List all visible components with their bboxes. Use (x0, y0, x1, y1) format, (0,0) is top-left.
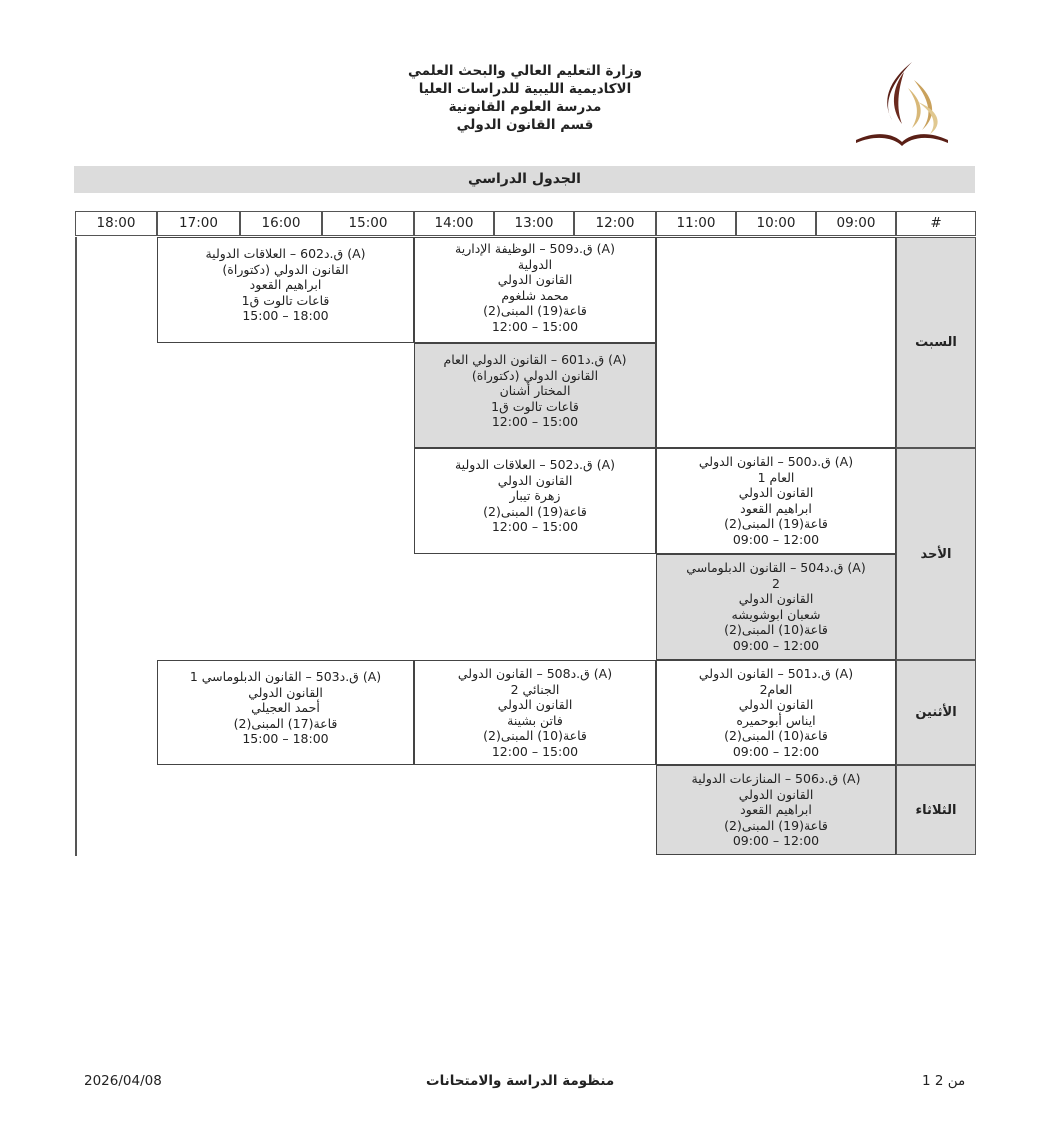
session-room: قاعة(19) المبنى(2) (724, 516, 828, 531)
session-course: (A) ق.د601 – القانون الدولي العام (443, 352, 627, 367)
session-course-cont: 2 (772, 575, 780, 591)
column-header: 11:00 (656, 211, 736, 236)
column-header: 17:00 (157, 211, 240, 236)
day-monday: الأثنين (896, 660, 976, 765)
session-room: قاعة(17) المبنى(2) (233, 715, 338, 731)
column-header: 12:00 (574, 211, 656, 236)
session-course-cont: العام2 (759, 681, 793, 697)
session-instructor: ابراهيم القعود (740, 500, 812, 516)
session-time: 15:00 – 12:00 (491, 414, 579, 429)
session-card[interactable] (157, 237, 414, 343)
session-room: قاعة(10) المبنى(2) (724, 728, 828, 743)
session-room: قاعة(19) المبنى(2) (724, 817, 828, 833)
session-instructor: شعبان ابوشويشه (731, 606, 821, 622)
system-name: منظومة الدراسة والامتحانات (426, 1073, 615, 1089)
session-course: (A) ق.د502 – العلاقات الدولية (454, 457, 616, 472)
session-card[interactable] (414, 343, 656, 448)
session-course-cont: الدولية (517, 256, 553, 272)
session-card[interactable] (414, 448, 656, 554)
session-time: 15:00 – 12:00 (491, 318, 579, 334)
session-course: (A) ق.د503 – القانون الدبلوماسي 1 (189, 669, 382, 684)
column-header: 14:00 (414, 211, 494, 236)
session-card[interactable] (414, 237, 656, 343)
session-instructor: ابراهيم القعود (740, 802, 812, 817)
session-program: القانون الدولي (497, 272, 573, 287)
session-course: (A) ق.د602 – العلاقات الدولية (205, 246, 366, 261)
session-card[interactable] (656, 554, 896, 660)
session-time: 15:00 – 12:00 (491, 519, 579, 534)
session-room: قاعة(10) المبنى(2) (483, 728, 587, 743)
session-room: قاعات تالوت ق1 (241, 292, 330, 308)
page-number: 1 من 2 (922, 1073, 966, 1089)
column-header: 09:00 (816, 211, 896, 236)
session-time: 15:00 – 12:00 (491, 743, 579, 759)
session-program: القانون الدولي (دكتوراة) (471, 367, 599, 383)
session-room: قاعة(19) المبنى(2) (483, 503, 587, 519)
session-course: (A) ق.د504 – القانون الدبلوماسي (686, 560, 866, 575)
session-course: (A) ق.د501 – القانون الدولي (698, 666, 854, 681)
session-instructor: محمد شلغوم (501, 287, 569, 303)
session-card[interactable] (157, 660, 414, 765)
session-time: 12:00 – 09:00 (732, 637, 820, 653)
session-time: 18:00 – 15:00 (242, 731, 329, 746)
session-program: القانون الدولي (248, 684, 323, 700)
session-course-cont: الجنائي 2 (510, 681, 560, 697)
day-sunday: الأحد (896, 448, 976, 660)
session-room: قاعات تالوت ق1 (491, 398, 579, 414)
column-header: 18:00 (75, 211, 157, 236)
session-instructor: زهرة تيبار (509, 488, 561, 503)
ministry-name: وزارة التعليم العالي والبحث العلمي (407, 63, 643, 79)
session-room: قاعة(19) المبنى(2) (483, 303, 587, 318)
session-program: القانون الدولي (738, 591, 814, 606)
column-header: 10:00 (736, 211, 816, 236)
schedule-grid (75, 211, 976, 856)
session-program: القانون الدولي (497, 472, 573, 488)
session-instructor: المختار أشنان (499, 383, 571, 398)
day-tuesday: الثلاثاء (896, 765, 976, 855)
academy-name: الاكاديمية الليبية للدراسات العليا (418, 81, 632, 97)
session-course: (A) ق.د508 – القانون الدولي (457, 666, 613, 681)
column-header: 13:00 (494, 211, 574, 236)
session-card[interactable] (656, 448, 896, 554)
session-program: القانون الدولي (497, 697, 573, 712)
session-time: 12:00 – 09:00 (732, 833, 820, 848)
session-card[interactable] (414, 660, 656, 765)
print-date: 2026/04/08 (84, 1073, 162, 1089)
session-time: 18:00 – 15:00 (242, 308, 329, 323)
session-course: (A) ق.د506 – المنازعات الدولية (691, 771, 861, 786)
session-course-cont: العام 1 (757, 469, 795, 485)
session-program: القانون الدولي (738, 786, 814, 802)
session-instructor: أحمد العجيلي (251, 700, 320, 715)
session-instructor: فاتن بشينة (507, 712, 563, 728)
column-header: 15:00 (322, 211, 414, 236)
column-header: # (896, 211, 976, 236)
session-time: 12:00 – 09:00 (732, 531, 820, 547)
session-program: القانون الدولي (738, 697, 814, 712)
session-course: (A) ق.د500 – القانون الدولي (698, 454, 854, 469)
school-name: مدرسة العلوم القانونية (448, 99, 602, 115)
session-room: قاعة(10) المبنى(2) (724, 622, 828, 637)
session-program: القانون الدولي (738, 485, 814, 500)
session-instructor: ابراهيم القعود (249, 277, 322, 292)
session-program: القانون الدولي (دكتوراة) (222, 261, 349, 277)
session-card[interactable] (656, 765, 896, 855)
page-header (380, 62, 670, 134)
session-course: (A) ق.د509 – الوظيفة الإدارية (455, 241, 615, 256)
session-instructor: ايناس أبوحميره (736, 712, 816, 728)
grid-left-border (75, 237, 77, 856)
page-title: الجدول الدراسي (74, 166, 975, 193)
session-time: 12:00 – 09:00 (732, 743, 820, 759)
empty-slot (656, 237, 896, 448)
column-header: 16:00 (240, 211, 322, 236)
session-card[interactable] (656, 660, 896, 765)
department-name: قسم القانون الدولي (456, 117, 594, 133)
academy-logo-icon (852, 58, 952, 148)
day-saturday: السبت (896, 237, 976, 448)
